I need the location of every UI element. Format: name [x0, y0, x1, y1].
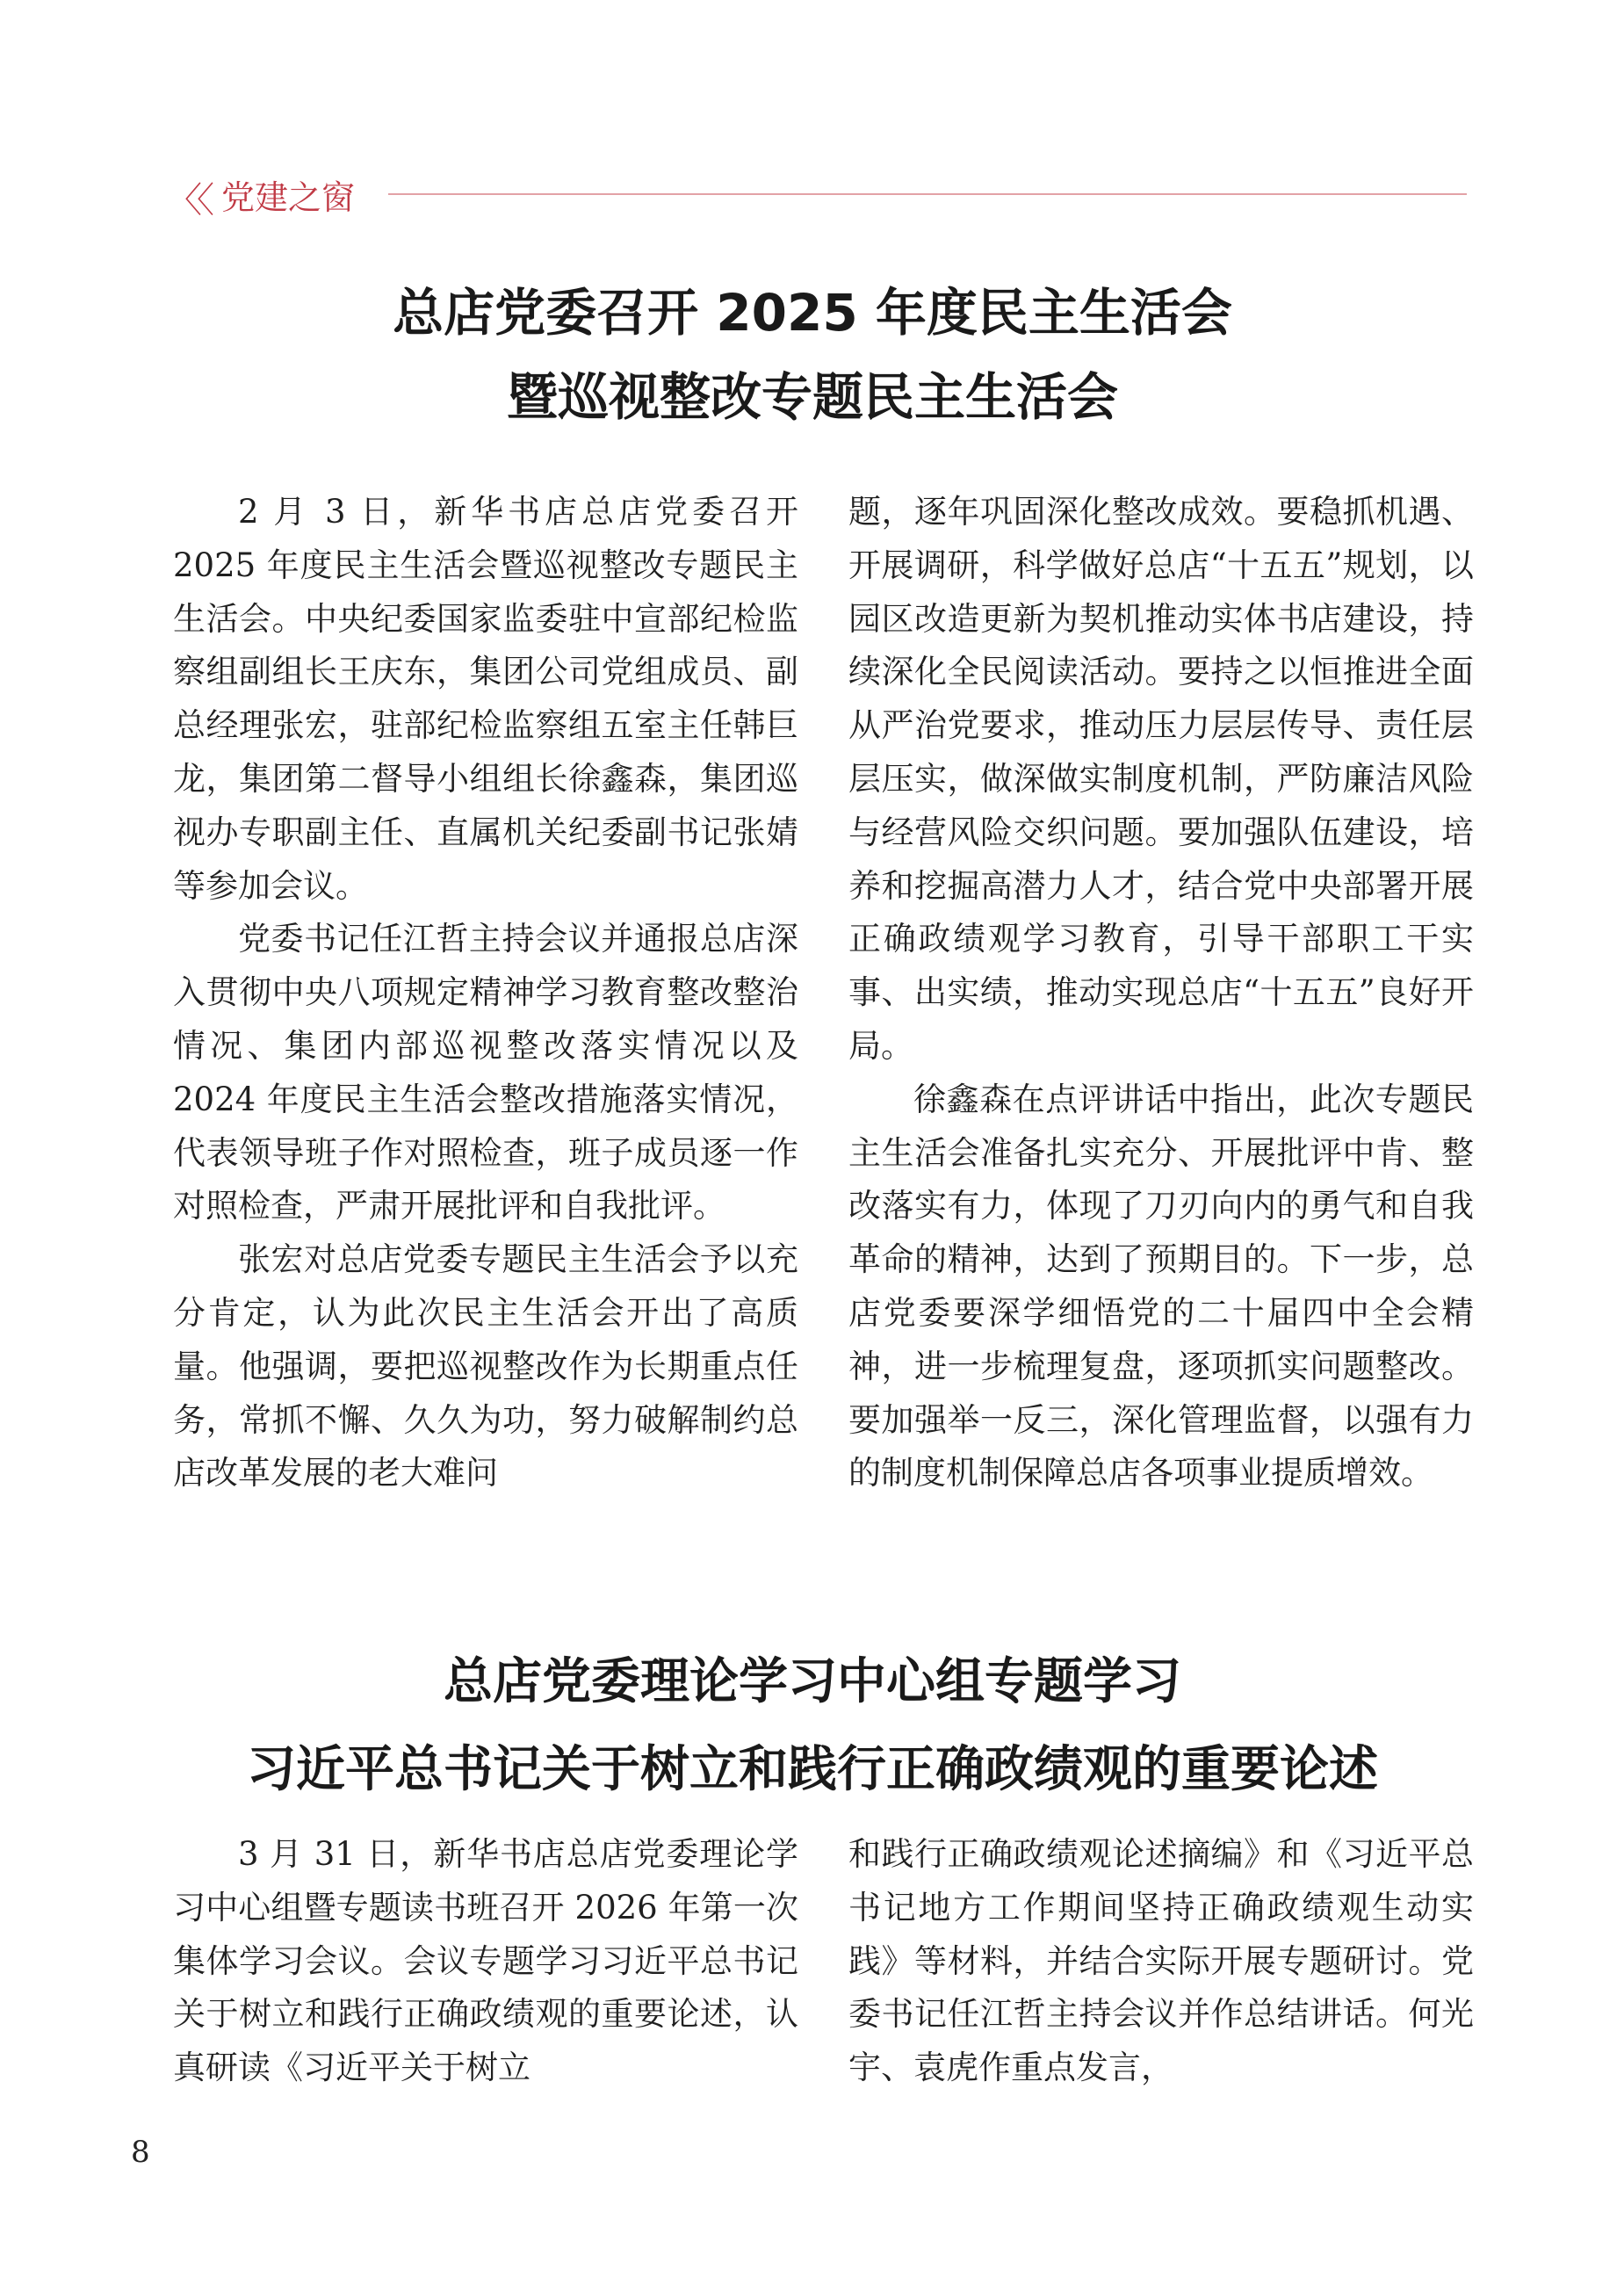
section-label: 党建之窗 — [221, 178, 356, 217]
article-2-paragraph-continued: 和践行正确政绩观论述摘编》和《习近平总书记地方工作期间坚持正确政绩观生动实践》等材料，并结合实际开展专题研讨。党委书记任江哲主持会议并作总结讲话。何光宇、袁虎作重点发言， — [848, 1835, 1474, 2087]
article-2-paragraph: 3 月 31 日，新华书店总店党委理论学习中心组暨专题读书班召开 2026 年第一次集体学习会议。会议专题学习习近平总书记关于树立和践行正确政绩观的重要论述，认真研读《习近平关于树立 — [173, 1835, 798, 2087]
double-chevron-left-icon: 〈〈 — [167, 180, 209, 220]
article-1-title-line-2: 暨巡视整改专题民主生活会 — [506, 367, 1118, 427]
article-1-title-line-1: 总店党委召开 2025 年度民主生活会 — [393, 283, 1232, 343]
article-2-title-line-2: 习近平总书记关于树立和践行正确政绩观的重要论述 — [247, 1741, 1378, 1798]
article-2-right-column — [848, 1828, 1474, 2095]
section-header — [167, 167, 1467, 220]
article-1-right-column — [848, 486, 1474, 1500]
article-2-title — [132, 1638, 1493, 1814]
article-2-title-line-1: 总店党委理论学习中心组专题学习 — [444, 1653, 1181, 1710]
header-divider — [388, 193, 1467, 195]
article-2-left-column — [173, 1828, 798, 2095]
article-1-left-column — [173, 486, 798, 1500]
article-1-paragraph: 党委书记任江哲主持会议并通报总店深入贯彻中央八项规定精神学习教育整改整治情况、集团内部巡视整改落实情况以及 2024 年度民主生活会整改措施落实情况，代表领导班子作对照检查，班子成员逐一作对照检查，严肃开展批评和自我批评。 — [173, 920, 798, 1225]
article-1-paragraph: 徐鑫森在点评讲话中指出，此次专题民主生活会准备扎实充分、开展批评中肯、整改落实有力，体现了刀刃向内的勇气和自我革命的精神，达到了预期目的。下一步，总店党委要深学细悟党的二十届四中全会精神，进一步梳理复盘，逐项抓实问题整改。要加强举一反三，深化管理监督，以强有力的制度机制保障总店各项事业提质增效。 — [848, 1080, 1474, 1493]
article-1-paragraph-continued: 题，逐年巩固深化整改成效。要稳抓机遇、开展调研，科学做好总店“十五五”规划，以园区改造更新为契机推动实体书店建设，持续深化全民阅读活动。要持之以恒推进全面从严治党要求，推动压力层层传导、责任层层压实，做深做实制度机制，严防廉洁风险与经营风险交织问题。要加强队伍建设，培养和挖掘高潜力人才，结合党中央部署开展正确政绩观学习教育，引导干部职工干实事、出实绩，推动实现总店“十五五”良好开局。 — [848, 493, 1474, 1065]
article-1-title — [132, 271, 1493, 439]
page-number: 8 — [131, 2135, 150, 2170]
article-1-paragraph: 2 月 3 日，新华书店总店党委召开 2025 年度民主生活会暨巡视整改专题民主生活会。中央纪委国家监委驻中宣部纪检监察组副组长王庆东，集团公司党组成员、副总经理张宏，驻部纪检监察组五室主任韩巨龙，集团第二督导小组组长徐鑫森，集团巡视办专职副主任、直属机关纪委副书记张婧等参加会议。 — [173, 493, 798, 905]
article-1-paragraph: 张宏对总店党委专题民主生活会予以充分肯定，认为此次民主生活会开出了高质量。他强调，要把巡视整改作为长期重点任务，常抓不懈、久久为功，努力破解制约总店改革发展的老大难问 — [173, 1240, 798, 1493]
